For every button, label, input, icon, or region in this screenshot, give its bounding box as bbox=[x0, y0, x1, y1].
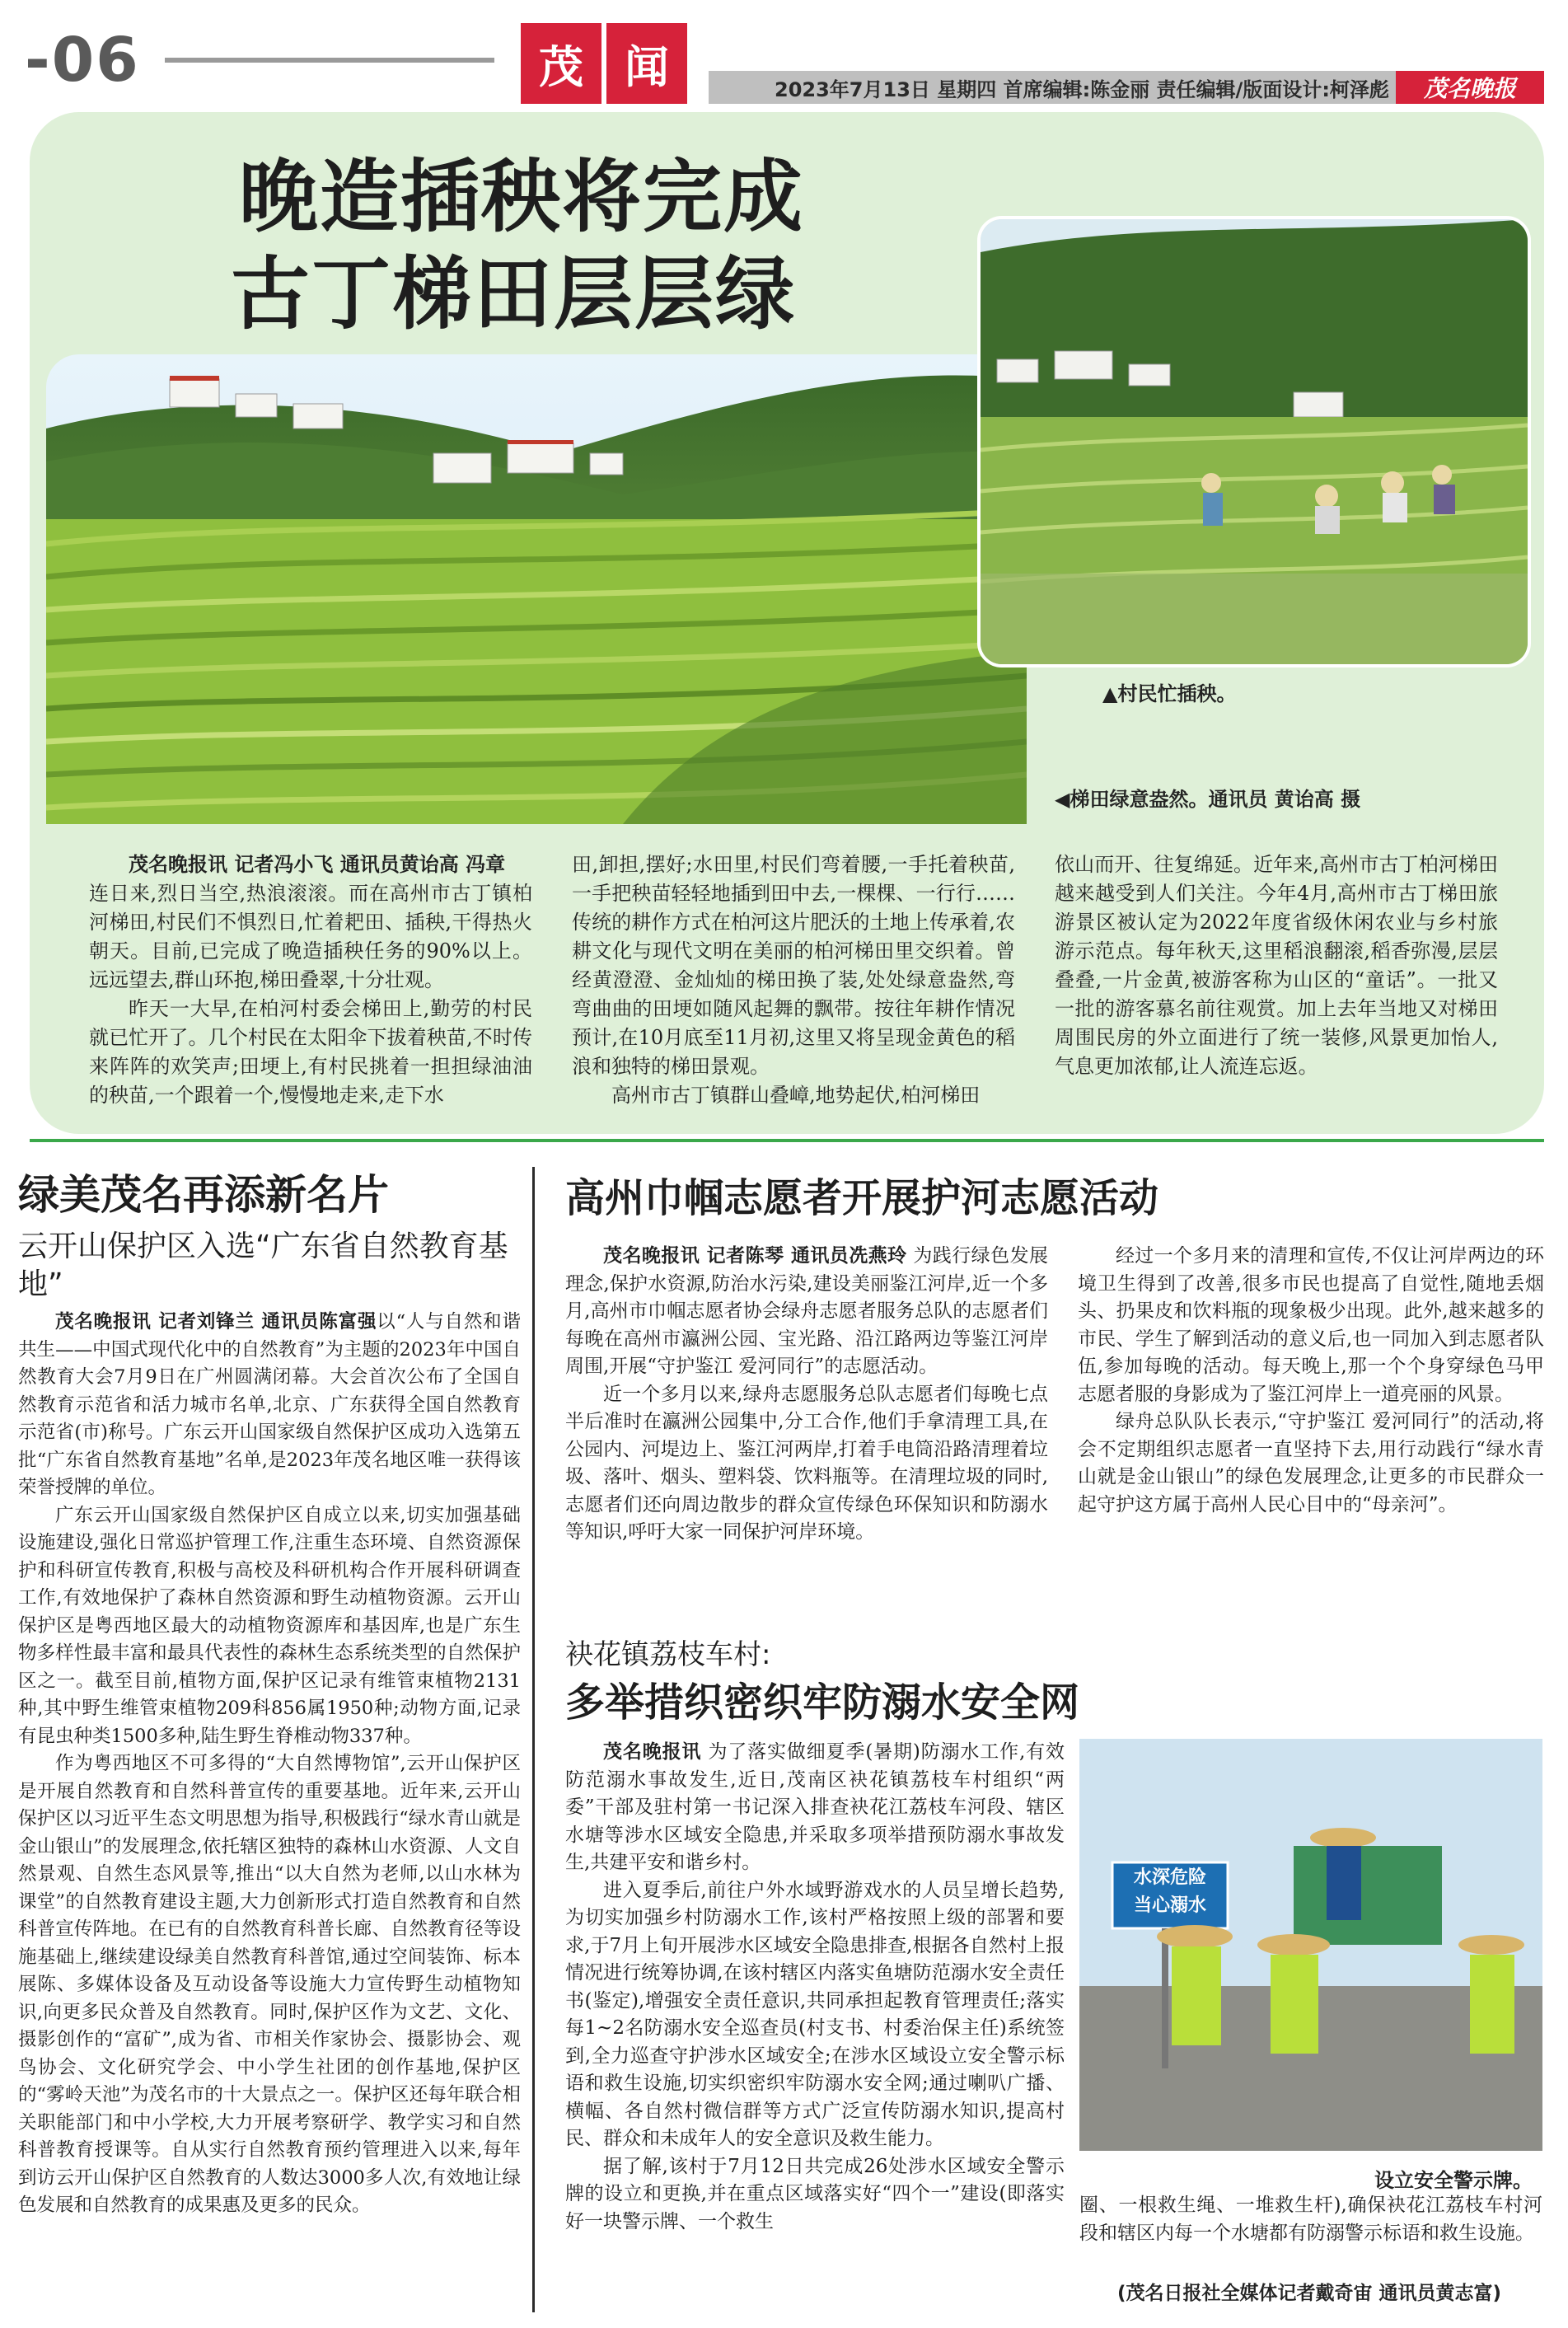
story-title-river: 高州巾帼志愿者开展护河志愿活动 bbox=[565, 1175, 1159, 1221]
planting-photo bbox=[977, 216, 1531, 667]
feature-column-1 bbox=[89, 850, 532, 1110]
byline-credit: (茂名日报社全媒体记者戴奇宙 通讯员黄志富) bbox=[1117, 2283, 1502, 2304]
drowning-column-2 bbox=[1079, 2192, 1542, 2247]
story-lead: 茂名晚报讯 记者陈琴 通讯员冼燕玲 bbox=[603, 1245, 907, 1267]
story-paragraph: 绿舟总队队长表示,“守护鉴江 爱河同行”的活动,将会不定期组织志愿者一直坚持下去,用行动践行“绿水青山就是金山银山”的绿色发展理念,让更多的市民群众一起守护这方属于高州人民心目中的“母亲河”。 bbox=[1078, 1411, 1544, 1515]
column-divider bbox=[532, 1167, 535, 2312]
feature-paragraph: 高州市古丁镇群山叠嶂,地势起伏,柏河梯田 bbox=[611, 1084, 981, 1107]
story-body-left bbox=[18, 1309, 521, 2220]
date-line: 2023年7月13日 星期四 首席编辑:陈金丽 责任编辑/版面设计:柯泽彪 bbox=[775, 77, 1389, 101]
story-paragraph: 为了落实做细夏季(暑期)防溺水工作,有效防范溺水事故发生,近日,茂南区袂花镇荔枝车村组织“两委”干部及驻村第一书记深入排查袂花江荔枝车河段、辖区水塘等涉水区域安全隐患,并采取多项举措预防溺水事故发生,共建平安和谐乡村。 bbox=[565, 1741, 1065, 1873]
feature-column-2 bbox=[572, 850, 1015, 1110]
story-paragraph: 进入夏季后,前往户外水域野游戏水的人员呈增长趋势,为切实加强乡村防溺水工作,该村严格按照上级的部署和要求,于7月上旬开展涉水区域安全隐患排查,根据各自然村上报情况进行统筹协调,在该村辖区内落实鱼塘防范溺水安全责任书(鉴定),增强安全责任意识,共同承担起教育管理责任;落实每1~2名防溺水安全巡查员(村支书、村委治保主任)系统签到,全力巡查守护涉水区域安全;在涉水区域设立安全警示标语和救生设施,切实织密织牢防溺水安全网;通过喇叭广播、横幅、各自然村微信群等方式广泛宣传防溺水知识,提高村民、群众和未成年人的安全意识及救生能力。 bbox=[565, 1879, 1065, 2149]
terrace-illustration bbox=[46, 354, 1027, 824]
story-paragraph: 为践行绿色发展理念,保护水资源,防治水污染,建设美丽鉴江河岸,近一个多月,高州市巾帼志愿者协会绿舟志愿者服务总队的志愿者们每晚在高州市瀛洲公园、宝光路、沿江路两边等鉴江河岸周围,开展“守护鉴江 爱河同行”的志愿活动。 bbox=[565, 1245, 1049, 1377]
caption-warning-sign: 设立安全警示牌。 bbox=[1374, 2169, 1533, 2192]
section-label-mao: 茂 bbox=[521, 23, 601, 104]
story-paragraph: 以“人与自然和谐共生——中国式现代化中的自然教育”为主题的2023年中国自然教育大会7月9日在广州圆满闭幕。大会首次公布了全国自然教育示范省和活力城市名单,北京、广东获得全国自然教育示范省(市)称号。广东云开山国家级自然保护区成功入选第五批“广东省自然教育基地”名单,是2023年茂名地区唯一获得该荣誉授牌的单位。 bbox=[18, 1311, 521, 1498]
caption-terrace: ◀梯田绿意盎然。通讯员 黄诒高 摄 bbox=[1055, 788, 1361, 811]
story-title-green-card: 绿美茂名再添新名片 bbox=[18, 1171, 389, 1219]
terrace-photo bbox=[46, 354, 1027, 824]
paper-logo: 茂名晚报 bbox=[1396, 71, 1544, 104]
story-lead: 茂名晚报讯 记者刘锋兰 通讯员陈富强 bbox=[55, 1311, 377, 1333]
story-paragraph: 作为粤西地区不可多得的“大自然博物馆”,云开山保护区是开展自然教育和自然科普宣传的重要基地。近年来,云开山保护区以习近平生态文明思想为指导,积极践行“绿水青山就是金山银山”的发展理念,依托辖区独特的森林山水资源、人文自然景观、自然生态风景等,推出“以大自然为老师,以山水林为课堂”的自然教育建设主题,大力创新形式打造自然教育和自然科普宣传阵地。在已有的自然教育科普长廊、自然教育径等设施基础上,继续建设绿美自然教育科普馆,通过空间装饰、标本展陈、多媒体设备及互动设备等设施大力宣传野生动植物知识,向更多民众普及自然教育。同时,保护区作为文艺、文化、摄影创作的“富矿”,成为省、市相关作家协会、摄影协会、观鸟协会、文化研究学会、中小学生社团的创作基地,保护区的“雾岭天池”为茂名市的十大景点之一。保护区还每年联合相关职能部门和中小学校,大力开展考察研学、教学实习和自然科普教育授课等。自从实行自然教育预约管理进入以来,每年到访云开山保护区自然教育的人数达3000多人次,有效地让绿色发展和自然教育的成果惠及更多的民众。 bbox=[18, 1753, 521, 2216]
planting-illustration bbox=[981, 219, 1528, 664]
feature-paragraph: 依山而开、往复绵延。近年来,高州市古丁柏河梯田越来越受到人们关注。今年4月,高州市古丁梯田旅游景区被认定为2022年度省级休闲农业与乡村旅游示范点。每年秋天,这里稻浪翻滚,稻香弥漫,层层叠叠,一片金黄,被游客称为山区的“童话”。一批又一批的游客慕名前往观赏。加上去年当地又对梯田周围民房的外立面进行了统一装修,风景更加怡人,气息更加浓郁,让人流连忘返。 bbox=[1055, 853, 1498, 1078]
section-label-wen: 闻 bbox=[606, 23, 687, 104]
feature-paragraph: 连日来,烈日当空,热浪滚滚。而在高州市古丁镇柏河梯田,村民们不惧烈日,忙着耙田、插秧,干得热火朝天。目前,已完成了晚造插秧任务的90%以上。远远望去,群山环抱,梯田叠翠,十分壮观。 bbox=[89, 882, 532, 991]
story-paragraph: 近一个多月以来,绿舟志愿服务总队志愿者们每晚七点半后准时在瀛洲公园集中,分工合作,他们手拿清理工具,在公园内、河堤边上、鉴江河两岸,打着手电筒沿路清理着垃圾、落叶、烟头、塑料袋、饮料瓶等。在清理垃圾的同时,志愿者们还向周边散步的群众宣传绿色环保知识和防溺水等知识,呼吁大家一同保护河岸环境。 bbox=[565, 1383, 1048, 1543]
headline-line-2: 古丁梯田层层绿 bbox=[231, 248, 796, 340]
river-column-2 bbox=[1078, 1243, 1544, 1519]
story-paragraph: 据了解,该村于7月12日共完成26处涉水区域安全警示牌的设立和更换,并在重点区域落实好“四个一”建设(即落实好一块警示牌、一个救生 bbox=[565, 2155, 1065, 2232]
warning-illustration bbox=[1079, 1739, 1542, 2151]
warning-sign-line-2: 当心溺水 bbox=[1133, 1895, 1206, 1916]
feature-paragraph: 昨天一大早,在柏河村委会梯田上,勤劳的村民就已忙开了。几个村民在太阳伞下拔着秧苗,不时传来阵阵的欢笑声;田埂上,有村民挑着一担担绿油油的秧苗,一个跟着一个,慢慢地走来,走下水 bbox=[89, 997, 532, 1107]
warning-sign bbox=[1112, 1864, 1228, 1920]
feature-headline bbox=[231, 148, 804, 343]
river-column-1 bbox=[565, 1243, 1048, 1547]
warning-sign-photo bbox=[1079, 1739, 1542, 2151]
page-number: -06 bbox=[25, 25, 140, 96]
story-subtitle: 云开山保护区入选“广东省自然教育基地” bbox=[18, 1230, 508, 1301]
feature-column-3 bbox=[1055, 850, 1498, 1081]
story-kicker: 袂花镇荔枝车村: bbox=[565, 1638, 771, 1671]
story-lead: 茂名晚报讯 bbox=[603, 1741, 702, 1763]
story-paragraph: 经过一个多月来的清理和宣传,不仅让河岸两边的环境卫生得到了改善,很多市民也提高了自觉性,随地丢烟头、扔果皮和饮料瓶的现象极少出现。此外,越来越多的市民、学生了解到活动的意义后,也一同加入到志愿者队伍,参加每晚的活动。每天晚上,那一个个身穿绿色马甲志愿者服的身影成为了鉴江河岸上一道亮丽的风景。 bbox=[1078, 1245, 1544, 1405]
warning-sign-line-1: 水深危险 bbox=[1133, 1867, 1206, 1888]
drowning-column-1 bbox=[565, 1739, 1065, 2236]
caption-planting: ▲村民忙插秧。 bbox=[1102, 682, 1237, 705]
feature-paragraph: 田,卸担,摆好;水田里,村民们弯着腰,一手托着秧苗,一手把秧苗轻轻地插到田中去,一棵棵、一行行……传统的耕作方式在柏河这片肥沃的土地上传承着,农耕文化与现代文明在美丽的柏河梯田里交织着。曾经黄澄澄、金灿灿的梯田换了装,处处绿意盎然,弯弯曲曲的田埂如随风起舞的飘带。按往年耕作情况预计,在10月底至11月初,这里又将呈现金黄色的稻浪和独特的梯田景观。 bbox=[572, 853, 1015, 1078]
headline-line-1: 晚造插秧将完成 bbox=[239, 151, 804, 243]
story-paragraph: 广东云开山国家级自然保护区自成立以来,切实加强基础设施建设,强化日常巡护管理工作,注重生态环境、自然资源保护和科研宣传教育,积极与高校及科研机构合作开展科研调查工作,有效地保护了森林自然资源和野生动植物资源。云开山保护区是粤西地区最大的动植物资源库和基因库,也是广东生物多样性最丰富和最具代表性的森林生态系统类型的自然保护区之一。截至目前,植物方面,保护区记录有维管束植物2131种,其中野生维管束植物209科856属1950种;动物方面,记录有昆虫种类1500多种,陆生野生脊椎动物337种。 bbox=[18, 1504, 521, 1747]
feature-lead: 茂名晚报讯 记者冯小飞 通讯员黄诒高 冯章 bbox=[129, 853, 506, 876]
story-paragraph: 圈、一根救生绳、一堆救生杆),确保袂花江荔枝车村河段和辖区内每一个水塘都有防溺警示标语和救生设施。 bbox=[1079, 2195, 1542, 2244]
story-title-drowning: 多举措织密织牢防溺水安全网 bbox=[565, 1679, 1080, 1726]
section-divider bbox=[30, 1139, 1544, 1142]
header-divider bbox=[165, 58, 494, 63]
